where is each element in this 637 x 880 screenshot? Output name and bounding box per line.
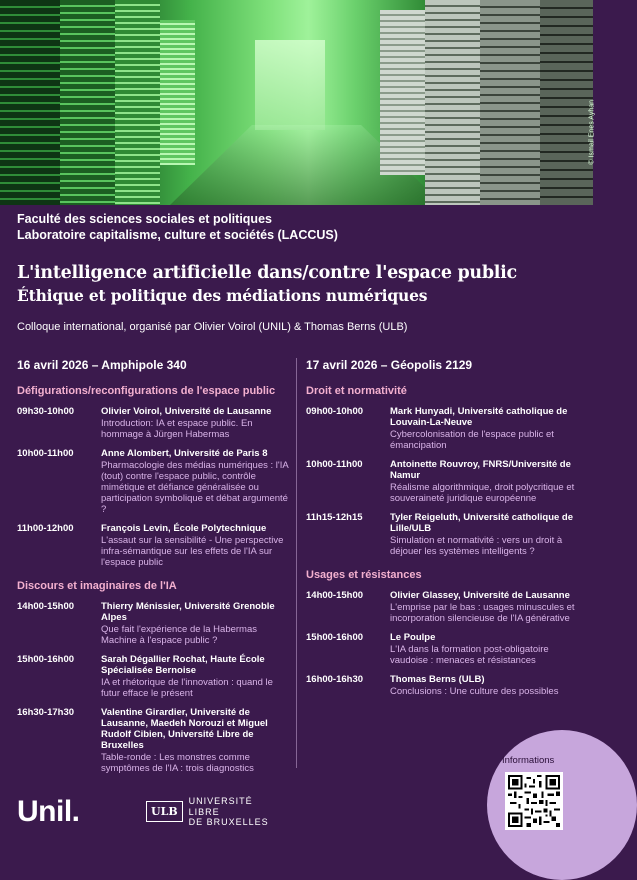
colloquium-title: L'intelligence artificielle dans/contre l'espace public [17, 263, 517, 283]
talk-speaker: Valentine Girardier, Université de Lausanne, Maedeh Norouzi et Miguel Rudolf Cibien, Université Libre de Bruxelles [101, 707, 268, 751]
lab-name: Laboratoire capitalisme, culture et sociétés (LACCUS) [17, 227, 338, 242]
talk-speaker: Olivier Voirol, Université de Lausanne [101, 406, 272, 417]
talk-row [17, 654, 289, 699]
server-rack-right-1 [380, 10, 425, 175]
talk-time: 16h30-17h30 [17, 707, 75, 718]
talk-row [306, 406, 578, 451]
day2-column [306, 358, 578, 705]
talk-topic: Réalisme algorithmique, droit polycritique et souveraineté juridique européenne [390, 482, 575, 504]
server-rack-left-1 [0, 0, 60, 205]
qr-code[interactable] [505, 772, 563, 830]
session-title: Usages et résistances [306, 569, 422, 581]
talk-speaker: Antoinette Rouvroy, FNRS/Université de Namur [390, 459, 571, 481]
photo-credit: © Ismail Enes Ayhan [589, 100, 596, 165]
session-title: Discours et imaginaires de l'IA [17, 580, 177, 592]
day1-heading: 16 avril 2026 – Amphipole 340 [17, 358, 187, 372]
talk-speaker: Thomas Berns (ULB) [390, 674, 485, 685]
server-rack-right-2 [425, 0, 480, 205]
talk-speaker: Sarah Dégallier Rochat, Haute École Spécialisée Bernoise [101, 654, 265, 676]
talk-row [17, 523, 289, 568]
faculty-name: Faculté des sciences sociales et politiques [17, 212, 272, 226]
day2-heading: 17 avril 2026 – Géopolis 2129 [306, 358, 473, 372]
talk-row [17, 707, 289, 774]
hero-aisle [255, 40, 325, 130]
talk-row [306, 632, 578, 666]
talk-speaker: Mark Hunyadi, Université catholique de Louvain-La-Neuve [390, 406, 568, 428]
talk-topic: Conclusions : Une culture des possibles [390, 686, 559, 697]
ulb-line1: UNIVERSITÉ [188, 796, 253, 806]
session-title: Défigurations/reconfigurations de l'espace public [17, 385, 276, 397]
talk-topic: IA et rhétorique de l'innovation : quand le futur efface le présent [101, 677, 273, 699]
talk-time: 10h00-11h00 [306, 459, 363, 470]
talk-speaker: Tyler Reigeluth, Université catholique de Lille/ULB [390, 512, 574, 534]
server-rack-left-4 [160, 20, 195, 165]
talk-time: 15h00-16h00 [306, 632, 364, 643]
talk-topic: L'IA dans la formation post-obligatoire vaudoise : menaces et résistances [390, 644, 549, 666]
talk-topic: Que fait l'expérience de la Habermas Machine à l'espace public ? [101, 624, 258, 646]
talk-speaker: Thierry Ménissier, Université Grenoble Alpes [101, 601, 275, 623]
talk-time: 15h00-16h00 [17, 654, 75, 665]
talk-time: 14h00-15h00 [17, 601, 75, 612]
talk-topic: L'emprise par le bas : usages minuscules et incorporation silencieuse de l'IA générative [390, 602, 575, 624]
talk-row [17, 406, 289, 440]
talk-speaker: François Levin, École Polytechnique [101, 523, 267, 534]
talk-row [306, 512, 578, 557]
talk-speaker: Anne Alombert, Université de Paris 8 [101, 448, 268, 459]
column-divider [296, 358, 297, 768]
server-rack-left-2 [60, 0, 115, 205]
server-rack-right-3 [480, 0, 540, 205]
ulb-line2: LIBRE [188, 806, 220, 817]
talk-row [306, 590, 578, 624]
ulb-wordmark [189, 796, 269, 828]
day1-column [17, 358, 289, 782]
organizers-line: Colloque international, organisé par Olivier Voirol (UNIL) & Thomas Berns (ULB) [17, 321, 408, 333]
talk-topic: Simulation et normativité : vers un droit à déjouer les systèmes intelligents ? [390, 535, 563, 557]
session-title: Droit et normativité [306, 385, 407, 397]
talk-topic: Introduction: IA et espace public. En hommage à Jürgen Habermas [101, 418, 253, 440]
hero-photo [0, 0, 596, 205]
talk-speaker: Olivier Glassey, Université de Lausanne [390, 590, 570, 601]
talk-row [17, 448, 289, 515]
talk-time: 11h00-12h00 [17, 523, 74, 534]
server-rack-left-3 [115, 0, 160, 205]
talk-topic: Table-ronde : Les monstres comme symptômes de l'IA : trois diagnostics [101, 752, 254, 774]
talk-topic: Cybercolonisation de l'espace public et émancipation [390, 429, 554, 451]
talk-time: 10h00-11h00 [17, 448, 74, 459]
talk-time: 16h00-16h30 [306, 674, 364, 685]
faculty-block [17, 212, 338, 243]
talk-row [17, 601, 289, 646]
qr-code-icon [508, 775, 560, 827]
colloquium-subtitle: Éthique et politique des médiations numériques [17, 286, 428, 305]
talk-time: 14h00-15h00 [306, 590, 364, 601]
talk-time: 09h00-10h00 [306, 406, 364, 417]
talk-row [306, 674, 578, 697]
server-rack-right-4 [540, 0, 593, 205]
unil-logo: Unil. [17, 795, 80, 828]
talk-topic: Pharmacologie des médias numériques : l'IA (tout) contre l'espace public, contrôle mimétique et défiance généralisée ou participation symbolique et débat argumenté ? [101, 460, 289, 515]
ulb-mark: ULB [146, 801, 183, 822]
talk-speaker: Le Poulpe [390, 632, 436, 643]
talk-time: 09h30-10h00 [17, 406, 75, 417]
info-label: Informations [502, 755, 555, 766]
talk-time: 11h15-12h15 [306, 512, 363, 523]
ulb-line3: DE BRUXELLES [188, 817, 269, 827]
talk-row [306, 459, 578, 504]
ulb-logo [146, 796, 269, 828]
talk-topic: L'assaut sur la sensibilité - Une perspective infra-sémantique sur les effets de l'IA sur l'espace public [101, 535, 284, 568]
